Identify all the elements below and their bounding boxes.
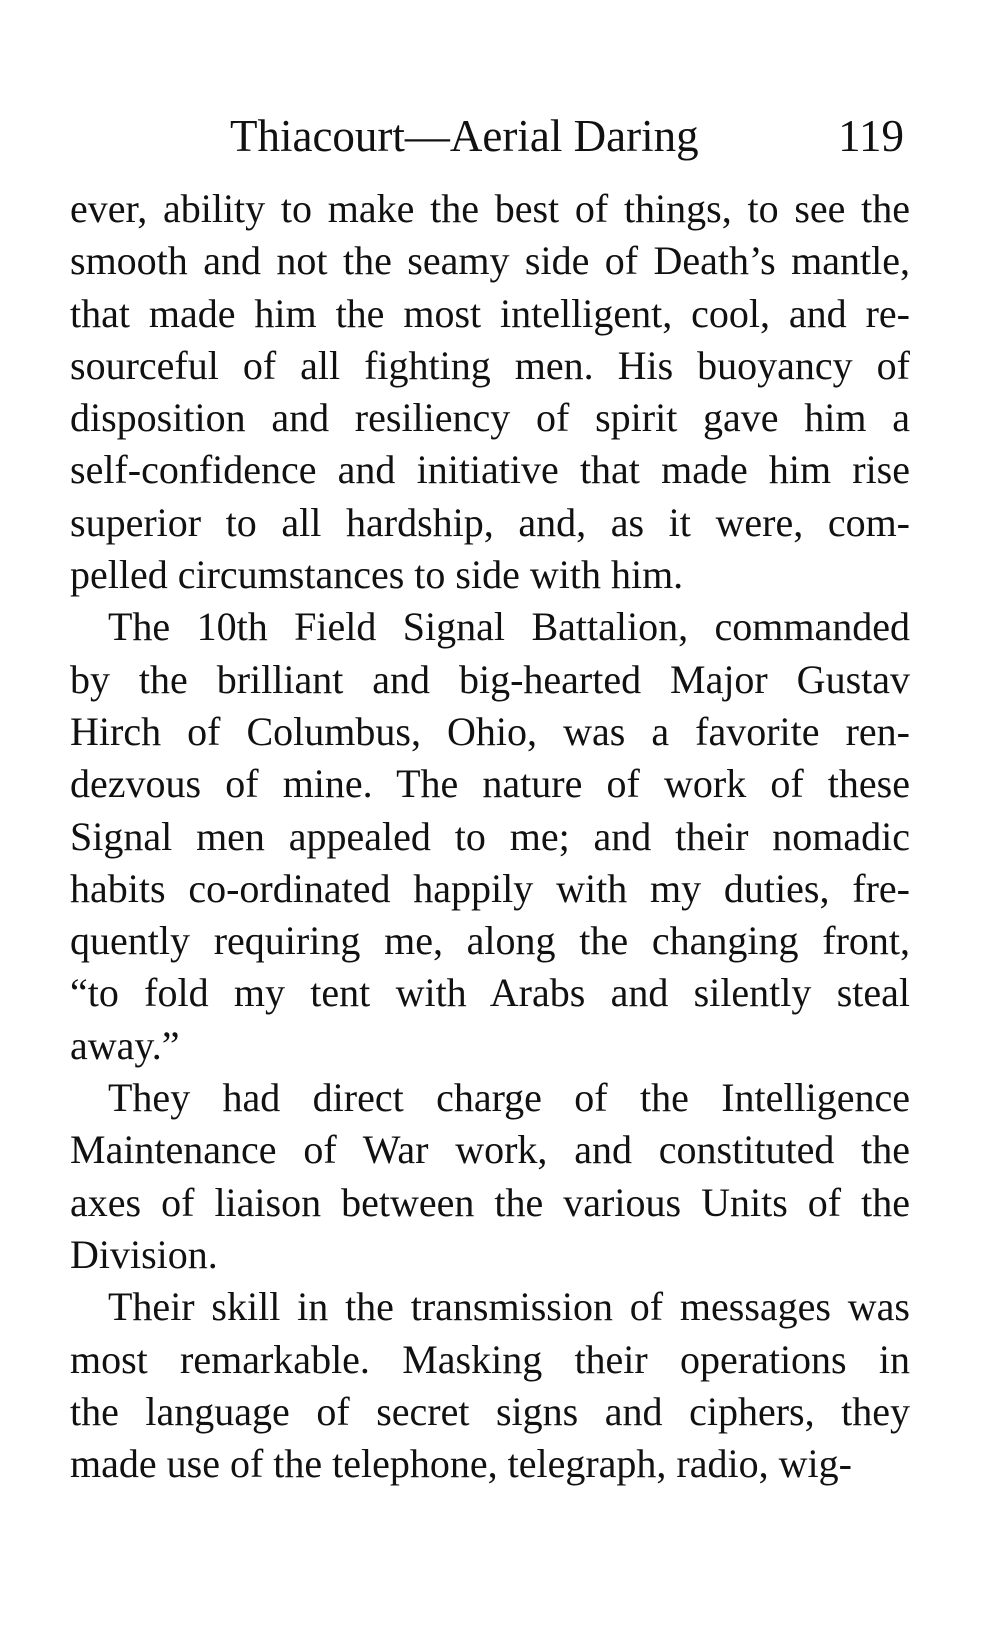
- text-line: dezvous of mine. The nature of work of these: [70, 761, 910, 807]
- text-line: Division.: [70, 1231, 218, 1277]
- body-text: [70, 183, 910, 1490]
- text-line: disposition and resiliency of spirit gave him a: [70, 395, 910, 441]
- paragraph: [70, 601, 910, 1072]
- text-line: self-confidence and initiative that made him rise: [70, 447, 910, 493]
- text-line: the language of secret signs and ciphers, they: [70, 1388, 910, 1434]
- text-line: away.”: [70, 1022, 180, 1068]
- text-line: They had direct charge of the Intelligence: [108, 1075, 910, 1121]
- paragraph: [70, 1072, 910, 1281]
- text-line: quently requiring me, along the changing front,: [70, 918, 910, 964]
- running-head: [70, 108, 910, 164]
- paragraph: [70, 183, 910, 601]
- text-line: Hirch of Columbus, Ohio, was a favorite ren-: [70, 708, 910, 754]
- text-line: axes of liaison between the various Units of the: [70, 1179, 910, 1225]
- text-line: most remarkable. Masking their operations in: [70, 1336, 910, 1382]
- text-line: that made him the most intelligent, cool, and re-: [70, 290, 910, 336]
- text-line: Maintenance of War work, and constituted the: [70, 1127, 910, 1173]
- text-line: ever, ability to make the best of things, to see the: [70, 186, 910, 231]
- text-line: superior to all hardship, and, as it were, com-: [70, 499, 910, 545]
- text-line: smooth and not the seamy side of Death’s mantle,: [70, 238, 910, 284]
- text-line: pelled circumstances to side with him.: [70, 552, 684, 598]
- paragraph: [70, 1281, 910, 1490]
- running-title: Thiacourt—Aerial Daring: [230, 111, 699, 161]
- text-line: by the brilliant and big-hearted Major Gustav: [70, 656, 910, 702]
- text-line: Signal men appealed to me; and their nomadic: [70, 813, 910, 859]
- text-line: “to fold my tent with Arabs and silently steal: [70, 970, 910, 1016]
- page-number: 119: [838, 111, 904, 161]
- text-line: The 10th Field Signal Battalion, commanded: [108, 604, 910, 650]
- text-line: made use of the telephone, telegraph, radio, wig-: [70, 1441, 852, 1487]
- text-line: sourceful of all fighting men. His buoyancy of: [70, 342, 910, 388]
- text-line: habits co-ordinated happily with my duties, fre-: [70, 865, 910, 911]
- text-line: Their skill in the transmission of messages was: [108, 1284, 910, 1330]
